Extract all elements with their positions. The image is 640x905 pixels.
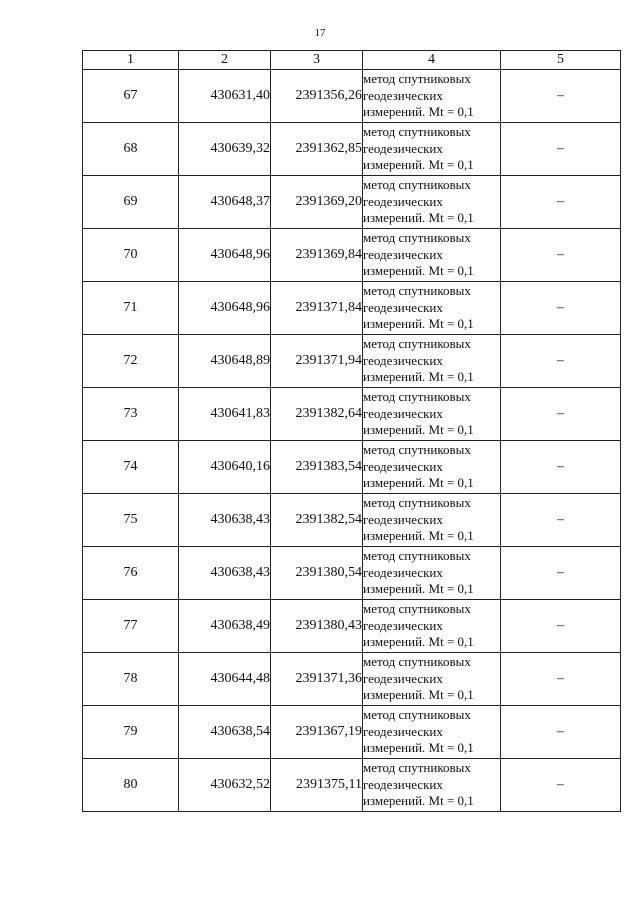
x-coordinate-cell: 430638,54 [179, 706, 271, 759]
header-col-2: 2 [179, 51, 271, 70]
x-coordinate-cell: 430638,43 [179, 547, 271, 600]
method-text-line: геодезических [363, 511, 443, 527]
method-cell [363, 441, 501, 494]
method-text-line: метод спутниковых [363, 71, 471, 87]
table-row [83, 653, 621, 706]
point-number-cell: 71 [83, 282, 179, 335]
method-text-line: метод спутниковых [363, 283, 471, 299]
method-text-line: геодезических [363, 352, 443, 368]
x-coordinate-cell: 430638,49 [179, 600, 271, 653]
y-coordinate-cell: 2391382,64 [271, 388, 363, 441]
method-cell [363, 759, 501, 812]
x-coordinate-cell: 430648,37 [179, 176, 271, 229]
point-number-cell: 73 [83, 388, 179, 441]
table-row [83, 123, 621, 176]
x-coordinate-cell: 430632,52 [179, 759, 271, 812]
table-row [83, 70, 621, 123]
note-cell: – [501, 176, 621, 229]
method-text-line: измерений. Mt = 0,1 [363, 528, 474, 544]
note-cell: – [501, 70, 621, 123]
point-number-cell: 68 [83, 123, 179, 176]
method-cell [363, 282, 501, 335]
point-number-cell: 80 [83, 759, 179, 812]
y-coordinate-cell: 2391369,20 [271, 176, 363, 229]
method-text-line: геодезических [363, 723, 443, 739]
method-text-line: измерений. Mt = 0,1 [363, 634, 474, 650]
method-cell [363, 388, 501, 441]
method-text-line: измерений. Mt = 0,1 [363, 104, 474, 120]
method-text-line: метод спутниковых [363, 495, 471, 511]
method-text-line: измерений. Mt = 0,1 [363, 740, 474, 756]
x-coordinate-cell: 430631,40 [179, 70, 271, 123]
note-cell: – [501, 653, 621, 706]
method-text-line: геодезических [363, 246, 443, 262]
method-text-line: метод спутниковых [363, 389, 471, 405]
method-text-line: геодезических [363, 87, 443, 103]
method-cell [363, 600, 501, 653]
point-number-cell: 75 [83, 494, 179, 547]
y-coordinate-cell: 2391375,11 [271, 759, 363, 812]
method-cell [363, 706, 501, 759]
table-row [83, 176, 621, 229]
method-text-line: метод спутниковых [363, 336, 471, 352]
table-row [83, 494, 621, 547]
y-coordinate-cell: 2391356,26 [271, 70, 363, 123]
method-cell [363, 547, 501, 600]
note-cell: – [501, 600, 621, 653]
method-text-line: измерений. Mt = 0,1 [363, 793, 474, 809]
header-col-3: 3 [271, 51, 363, 70]
x-coordinate-cell: 430640,16 [179, 441, 271, 494]
note-cell: – [501, 229, 621, 282]
method-text-line: геодезических [363, 564, 443, 580]
note-cell: – [501, 494, 621, 547]
y-coordinate-cell: 2391380,54 [271, 547, 363, 600]
method-text-line: измерений. Mt = 0,1 [363, 210, 474, 226]
x-coordinate-cell: 430641,83 [179, 388, 271, 441]
method-text-line: метод спутниковых [363, 760, 471, 776]
table-row [83, 706, 621, 759]
note-cell: – [501, 388, 621, 441]
method-text-line: метод спутниковых [363, 177, 471, 193]
note-cell: – [501, 759, 621, 812]
table-header-row [83, 51, 621, 70]
method-text-line: измерений. Mt = 0,1 [363, 369, 474, 385]
header-col-1: 1 [83, 51, 179, 70]
note-cell: – [501, 706, 621, 759]
point-number-cell: 67 [83, 70, 179, 123]
note-cell: – [501, 123, 621, 176]
method-text-line: измерений. Mt = 0,1 [363, 422, 474, 438]
method-cell [363, 70, 501, 123]
x-coordinate-cell: 430648,96 [179, 229, 271, 282]
point-number-cell: 78 [83, 653, 179, 706]
y-coordinate-cell: 2391380,43 [271, 600, 363, 653]
table-row [83, 229, 621, 282]
method-text-line: геодезических [363, 405, 443, 421]
note-cell: – [501, 282, 621, 335]
method-text-line: измерений. Mt = 0,1 [363, 157, 474, 173]
y-coordinate-cell: 2391383,54 [271, 441, 363, 494]
table-row [83, 335, 621, 388]
method-text-line: геодезических [363, 458, 443, 474]
header-col-5: 5 [501, 51, 621, 70]
x-coordinate-cell: 430638,43 [179, 494, 271, 547]
table-body [83, 70, 621, 812]
x-coordinate-cell: 430648,89 [179, 335, 271, 388]
y-coordinate-cell: 2391369,84 [271, 229, 363, 282]
method-text-line: измерений. Mt = 0,1 [363, 263, 474, 279]
method-text-line: метод спутниковых [363, 654, 471, 670]
point-number-cell: 77 [83, 600, 179, 653]
table-row [83, 759, 621, 812]
method-text-line: метод спутниковых [363, 601, 471, 617]
y-coordinate-cell: 2391371,94 [271, 335, 363, 388]
method-text-line: измерений. Mt = 0,1 [363, 475, 474, 491]
point-number-cell: 69 [83, 176, 179, 229]
coordinates-table [82, 50, 621, 812]
y-coordinate-cell: 2391371,36 [271, 653, 363, 706]
x-coordinate-cell: 430648,96 [179, 282, 271, 335]
method-text-line: метод спутниковых [363, 707, 471, 723]
method-text-line: геодезических [363, 776, 443, 792]
method-cell [363, 229, 501, 282]
method-text-line: метод спутниковых [363, 124, 471, 140]
y-coordinate-cell: 2391371,84 [271, 282, 363, 335]
point-number-cell: 76 [83, 547, 179, 600]
method-text-line: геодезических [363, 617, 443, 633]
method-text-line: геодезических [363, 670, 443, 686]
method-text-line: метод спутниковых [363, 230, 471, 246]
x-coordinate-cell: 430644,48 [179, 653, 271, 706]
point-number-cell: 70 [83, 229, 179, 282]
y-coordinate-cell: 2391382,54 [271, 494, 363, 547]
table-row [83, 547, 621, 600]
method-text-line: геодезических [363, 299, 443, 315]
table-row [83, 441, 621, 494]
method-cell [363, 176, 501, 229]
header-col-4: 4 [363, 51, 501, 70]
point-number-cell: 74 [83, 441, 179, 494]
y-coordinate-cell: 2391367,19 [271, 706, 363, 759]
table-row [83, 282, 621, 335]
method-text-line: геодезических [363, 140, 443, 156]
method-cell [363, 123, 501, 176]
note-cell: – [501, 441, 621, 494]
method-text-line: измерений. Mt = 0,1 [363, 581, 474, 597]
table-row [83, 600, 621, 653]
method-cell [363, 335, 501, 388]
method-text-line: измерений. Mt = 0,1 [363, 687, 474, 703]
method-cell [363, 653, 501, 706]
x-coordinate-cell: 430639,32 [179, 123, 271, 176]
table-row [83, 388, 621, 441]
method-text-line: геодезических [363, 193, 443, 209]
point-number-cell: 72 [83, 335, 179, 388]
method-text-line: измерений. Mt = 0,1 [363, 316, 474, 332]
method-text-line: метод спутниковых [363, 442, 471, 458]
note-cell: – [501, 335, 621, 388]
note-cell: – [501, 547, 621, 600]
page-number: 17 [314, 27, 326, 39]
method-cell [363, 494, 501, 547]
method-text-line: метод спутниковых [363, 548, 471, 564]
point-number-cell: 79 [83, 706, 179, 759]
y-coordinate-cell: 2391362,85 [271, 123, 363, 176]
